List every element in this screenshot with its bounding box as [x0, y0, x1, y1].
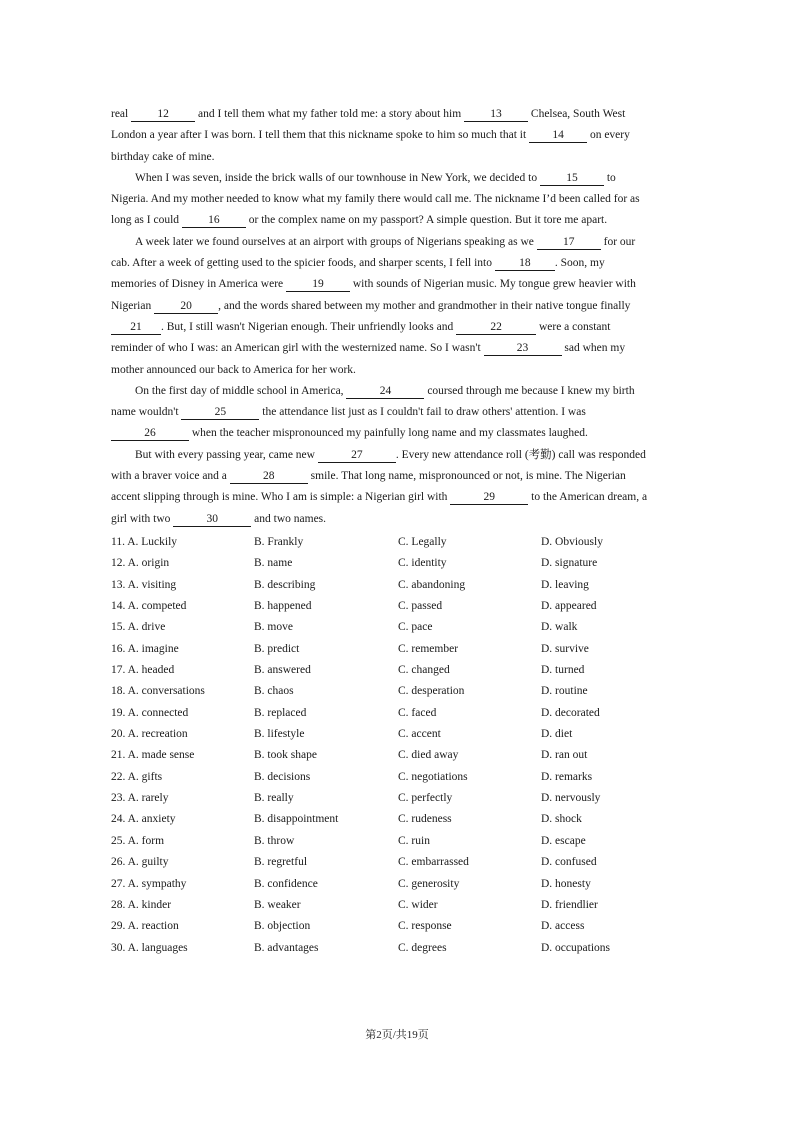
passage-line: [111, 423, 681, 444]
option-row: [111, 575, 651, 596]
option-b: B. objection: [254, 920, 311, 933]
blank-29: 29: [450, 491, 528, 505]
option-a: 27. A. sympathy: [111, 877, 187, 890]
option-b: B. chaos: [254, 685, 294, 698]
option-a: 11. A. Luckily: [111, 536, 178, 548]
passage-text: . But, I still wasn't Nigerian enough. Their unfriendly looks and: [161, 320, 457, 333]
passage-text: birthday cake of mine.: [111, 150, 215, 163]
option-a: 26. A. guilty: [111, 856, 169, 869]
passage-line: [111, 466, 681, 487]
passage-text: name wouldn't: [111, 406, 182, 419]
passage-text: or the complex name on my passport? A simple question. But it tore me apart.: [245, 214, 608, 227]
option-row: [111, 831, 651, 852]
passage-line: [111, 296, 681, 317]
blank-13: 13: [464, 108, 528, 122]
option-b: B. advantages: [254, 941, 319, 954]
passage-text: When I was seven, inside the brick walls of our townhouse in New York, we decided to: [135, 171, 540, 184]
option-a: 30. A. languages: [111, 941, 188, 954]
passage-line: [111, 232, 681, 253]
blank-21: 21: [111, 321, 161, 335]
blank-28: 28: [230, 470, 308, 484]
blank-20: 20: [154, 300, 218, 314]
option-c: C. response: [398, 920, 452, 933]
option-a: 28. A. kinder: [111, 898, 172, 911]
passage-text: Nigeria. And my mother needed to know what my family there would call me. The nickname I’d been called for as: [111, 193, 640, 206]
option-b: B. disappointment: [254, 813, 339, 826]
option-b: B. lifestyle: [254, 728, 305, 741]
option-a: 12. A. origin: [111, 557, 170, 570]
option-d: D. escape: [541, 834, 586, 847]
option-d: D. routine: [541, 685, 588, 698]
passage-line: [111, 274, 681, 295]
option-c: C. died away: [398, 749, 459, 762]
option-a: 16. A. imagine: [111, 642, 179, 655]
option-row: [111, 895, 651, 916]
option-c: C. generosity: [398, 877, 460, 890]
option-row: [111, 660, 651, 681]
passage-text: when the teacher mispronounced my painfully long name and my classmates laughed.: [189, 427, 588, 440]
option-c: C. negotiations: [398, 770, 468, 783]
blank-18: 18: [495, 257, 555, 271]
blank-26: 26: [111, 427, 189, 441]
option-a: 13. A. visiting: [111, 578, 177, 591]
blank-27: 27: [318, 449, 396, 463]
blank-23: 23: [484, 342, 562, 356]
blank-16: 16: [182, 214, 246, 228]
option-a: 14. A. competed: [111, 600, 187, 613]
option-c: C. identity: [398, 557, 447, 570]
option-b: B. Frankly: [254, 536, 304, 548]
passage-text: memories of Disney in America were: [111, 278, 286, 291]
passage-text: to: [603, 171, 616, 184]
option-d: D. leaving: [541, 578, 589, 591]
passage-line: [111, 147, 681, 168]
option-b: B. throw: [254, 834, 295, 847]
option-c: C. desperation: [398, 685, 465, 698]
option-d: D. signature: [541, 557, 598, 570]
option-a: 21. A. made sense: [111, 749, 195, 762]
passage-text: . Every new attendance roll (考勤) call was responded: [395, 448, 646, 461]
option-c: C. wider: [398, 898, 438, 911]
passage-text: Nigerian: [111, 299, 155, 312]
blank-19: 19: [286, 278, 350, 292]
answer-options: [111, 532, 651, 959]
option-d: D. Obviously: [541, 536, 603, 548]
passage-text: On the first day of middle school in America,: [135, 384, 347, 397]
option-a: 25. A. form: [111, 834, 165, 847]
option-row: [111, 916, 651, 937]
blank-14: 14: [529, 129, 587, 143]
passage-text: sad when my: [561, 342, 626, 355]
blank-22: 22: [456, 321, 536, 335]
passage-line: [111, 253, 681, 274]
option-row: [111, 852, 651, 873]
option-a: 20. A. recreation: [111, 728, 188, 741]
option-a: 17. A. headed: [111, 664, 175, 677]
passage-line: [111, 125, 681, 146]
option-b: B. took shape: [254, 749, 317, 762]
option-c: C. embarrassed: [398, 856, 469, 869]
option-row: [111, 938, 651, 959]
passage-text: and I tell them what my father told me: a story about him: [195, 108, 465, 120]
passage-text: girl with two: [111, 512, 174, 525]
passage-text: the attendance list just as I couldn't fail to draw others' attention. I was: [259, 406, 586, 419]
option-d: D. remarks: [541, 770, 593, 783]
option-d: D. confused: [541, 856, 597, 869]
blank-24: 24: [346, 385, 424, 399]
passage-line: [111, 402, 681, 423]
option-a: 15. A. drive: [111, 621, 166, 634]
option-c: C. remember: [398, 642, 459, 655]
passage-line: [111, 487, 681, 508]
passage-line: [111, 338, 681, 359]
option-row: [111, 639, 651, 660]
option-row: [111, 681, 651, 702]
option-row: [111, 788, 651, 809]
option-a: 23. A. rarely: [111, 792, 169, 805]
passage-text: on every: [587, 129, 630, 142]
passage-text: long as I could: [111, 214, 182, 227]
passage-text: mother announced our back to America for her work.: [111, 363, 356, 376]
option-c: C. passed: [398, 600, 443, 613]
page-number: 第2页/共19页: [365, 1029, 429, 1041]
option-row: [111, 745, 651, 766]
passage-text: accent slipping through is mine. Who I am is simple: a Nigerian girl with: [111, 491, 451, 504]
option-d: D. diet: [541, 728, 573, 741]
option-row: [111, 767, 651, 788]
passage-text: with a braver voice and a: [111, 470, 230, 483]
option-c: C. rudeness: [398, 813, 452, 826]
option-b: B. replaced: [254, 706, 307, 719]
option-d: D. survive: [541, 642, 589, 655]
option-a: 18. A. conversations: [111, 685, 205, 698]
option-c: C. ruin: [398, 834, 430, 847]
option-b: B. move: [254, 621, 293, 634]
blank-17: 17: [537, 236, 601, 250]
option-d: D. walk: [541, 621, 578, 634]
page-footer: [0, 1026, 794, 1042]
passage-text: reminder of who I was: an American girl with the westernized name. So I wasn't: [111, 342, 484, 355]
passage-line: [111, 360, 681, 381]
option-a: 24. A. anxiety: [111, 813, 176, 826]
option-d: D. turned: [541, 664, 585, 677]
passage-text: were a constant: [536, 320, 611, 333]
option-b: B. decisions: [254, 770, 311, 783]
option-d: D. appeared: [541, 600, 597, 613]
option-d: D. access: [541, 920, 585, 933]
option-row: [111, 596, 651, 617]
option-a: 19. A. connected: [111, 706, 189, 719]
passage-line: [111, 168, 681, 189]
option-b: B. regretful: [254, 856, 308, 869]
option-row: [111, 553, 651, 574]
option-row: [111, 724, 651, 745]
option-row: [111, 874, 651, 895]
passage-text: A week later we found ourselves at an airport with groups of Nigerians speaking as we: [135, 235, 537, 248]
option-c: C. pace: [398, 621, 433, 634]
passage-text: with sounds of Nigerian music. My tongue grew heavier with: [350, 278, 636, 291]
passage-text: and two names.: [251, 512, 327, 525]
option-c: C. degrees: [398, 941, 447, 954]
passage-text: for our: [600, 235, 636, 248]
passage-text: London a year after I was born. I tell them that this nickname spoke to him so much that it: [111, 129, 530, 142]
option-c: C. abandoning: [398, 578, 466, 591]
passage-text: to the American dream, a: [528, 491, 648, 504]
option-b: B. confidence: [254, 877, 318, 890]
option-b: B. name: [254, 557, 293, 570]
passage-text: real: [111, 108, 132, 120]
option-d: D. ran out: [541, 749, 588, 762]
passage-text: coursed through me because I knew my birth: [424, 384, 635, 397]
option-c: C. changed: [398, 664, 450, 677]
option-b: B. answered: [254, 664, 311, 677]
passage-text: , and the words shared between my mother and grandmother in their native tongue finally: [218, 299, 631, 312]
passage-text: But with every passing year, came new: [135, 448, 318, 461]
blank-30: 30: [173, 513, 251, 527]
option-c: C. accent: [398, 728, 441, 741]
option-row: [111, 809, 651, 830]
passage-text: Chelsea, South West: [528, 108, 626, 120]
option-row: [111, 617, 651, 638]
passage-line: [111, 381, 681, 402]
option-c: C. faced: [398, 706, 437, 719]
option-d: D. occupations: [541, 941, 610, 954]
option-b: B. predict: [254, 642, 300, 655]
option-b: B. really: [254, 792, 294, 805]
option-d: D. nervously: [541, 792, 601, 805]
passage-text: cab. After a week of getting used to the spicier foods, and sharper scents, I fell into: [111, 257, 495, 270]
option-b: B. happened: [254, 600, 312, 613]
option-c: C. Legally: [398, 536, 447, 548]
option-a: 29. A. reaction: [111, 920, 179, 933]
blank-25: 25: [181, 406, 259, 420]
option-d: D. honesty: [541, 877, 591, 890]
option-a: 22. A. gifts: [111, 770, 163, 783]
option-b: B. describing: [254, 578, 316, 591]
cloze-passage: [111, 104, 681, 530]
option-b: B. weaker: [254, 898, 301, 911]
passage-text: . Soon, my: [554, 257, 605, 270]
option-d: D. shock: [541, 813, 582, 826]
passage-line: [111, 509, 681, 530]
option-d: D. decorated: [541, 706, 600, 719]
passage-line: [111, 189, 681, 210]
passage-text: smile. That long name, mispronounced or not, is mine. The Nigerian: [307, 470, 626, 483]
blank-15: 15: [540, 172, 604, 186]
option-row: [111, 532, 651, 553]
passage-line: [111, 445, 681, 466]
option-c: C. perfectly: [398, 792, 453, 805]
blank-12: 12: [131, 108, 195, 122]
passage-line: [111, 317, 681, 338]
passage-line: [111, 104, 681, 125]
option-d: D. friendlier: [541, 898, 598, 911]
passage-line: [111, 210, 681, 231]
option-row: [111, 703, 651, 724]
